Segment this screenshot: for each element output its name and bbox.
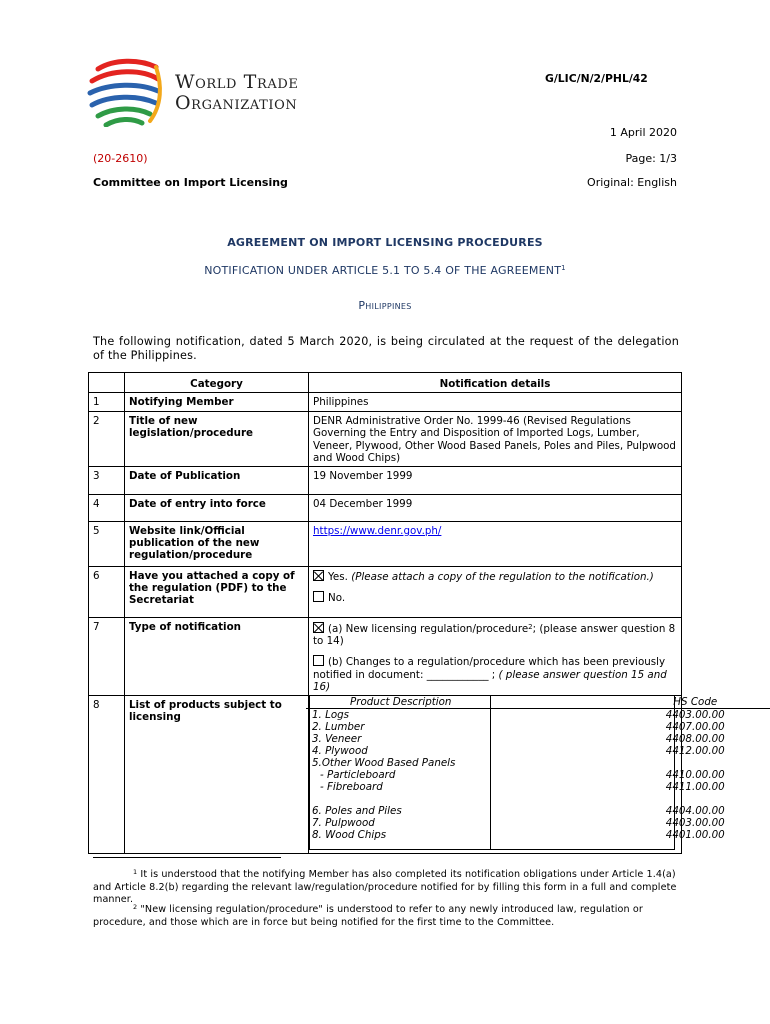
committee-name: Committee on Import Licensing	[93, 176, 288, 189]
table-row: 8 List of products subject to licensing Product Description HS Code 1. Logs 4403.00.00 2. Lumber 4407.00.00 3. Veneer 4408.00.00 4. Plywood 4412.00.00 5.Other Wood Based Panels - Particleboard 4410.00.00 - Fibreboard 4411.00.00 6. Poles and Piles 4404.00.00 7. Pulpwood 4403.00.00 8. Wood Chips 4401.00.00	[89, 696, 682, 854]
table-row: 7 Type of notification (a) New licensing regulation/procedure$^2$; (please answer question 8 to 14) (b) Changes to a regulation/procedure which has been previously notified in document: ____________ ; ( please answer question 15 and 16)	[89, 618, 682, 696]
footnote-ref-2: 2	[528, 623, 533, 632]
column-header-category: Category	[125, 373, 309, 393]
footnote-separator	[93, 857, 281, 858]
product-row: - Fibreboard 4411.00.00	[306, 781, 770, 793]
footnote-ref-1: 1	[561, 264, 566, 272]
product-row: 5.Other Wood Based Panels	[306, 757, 770, 769]
column-header-details: Notification details	[309, 373, 682, 393]
product-row: 6. Poles and Piles 4404.00.00	[306, 805, 770, 817]
product-row: 1. Logs 4403.00.00	[306, 709, 770, 722]
product-row: 7. Pulpwood 4403.00.00	[306, 817, 770, 829]
option-b: (b) Changes to a regulation/procedure which has been previously notified in document: ____________ ; ( please answer question 15 and 16)	[313, 656, 667, 693]
logo-line-1: World Trade	[175, 71, 299, 93]
product-row: 8. Wood Chips 4401.00.00	[306, 829, 770, 841]
document-number: (20-2610)	[93, 152, 148, 165]
table-row: 6 Have you attached a copy of the regulation (PDF) to the Secretariat Yes. (Please attach a copy of the regulation to the notification.) No.	[89, 567, 682, 618]
footnote-2: $^2$ "New licensing regulation/procedure" is understood to refer to any newly introduced law, regulation or procedure, and those which are in force but being notified for the first time to the Committee.	[93, 903, 643, 928]
page-number: Page: 1/3	[625, 152, 677, 165]
unchecked-checkbox-icon[interactable]	[313, 591, 324, 602]
product-row: - Particleboard 4410.00.00	[306, 769, 770, 781]
table-header-row	[89, 373, 682, 393]
table-row: 1 Notifying Member Philippines	[89, 393, 682, 412]
unchecked-checkbox-icon[interactable]	[313, 655, 324, 666]
checked-checkbox-icon[interactable]	[313, 570, 324, 581]
original-language: Original: English	[587, 176, 677, 189]
intro-paragraph: The following notification, dated 5 March 2020, is being circulated at the request of the delegation of the Philippines.	[93, 335, 679, 362]
document-date: 1 April 2020	[609, 126, 677, 139]
country-heading: Philippines	[358, 299, 412, 312]
column-header-hs: HS Code	[490, 696, 770, 709]
option-a: (a) New licensing regulation/procedure$^2$; (please answer question 8 to 14)	[313, 623, 676, 648]
product-row: 2. Lumber 4407.00.00	[306, 721, 770, 733]
notification-table	[88, 372, 725, 848]
product-row: 3. Veneer 4408.00.00	[306, 733, 770, 745]
logo-line-2: Organization	[175, 92, 298, 114]
table-row: 3 Date of Publication 19 November 1999	[89, 467, 682, 495]
website-link[interactable]: https://www.denr.gov.ph/	[313, 525, 442, 538]
wto-emblem-icon	[84, 55, 174, 127]
product-row: 4. Plywood 4412.00.00	[306, 745, 770, 757]
option-no: No.	[313, 591, 677, 604]
table-row: 4 Date of entry into force 04 December 1999	[89, 495, 682, 522]
notification-subtitle: NOTIFICATION UNDER ARTICLE 5.1 TO 5.4 OF THE AGREEMENT$^1$	[204, 264, 566, 277]
table-row: 5 Website link/Official publication of the new regulation/procedure https://www.denr.gov.ph/	[89, 522, 682, 567]
checked-checkbox-icon[interactable]	[313, 622, 324, 633]
document-symbol: G/LIC/N/2/PHL/42	[545, 72, 648, 85]
agreement-title: AGREEMENT ON IMPORT LICENSING PROCEDURES	[227, 236, 543, 249]
footnote-1: $^1$ It is understood that the notifying Member has also completed its notification obligations under Article 1.4(a) and Article 8.2(b) regarding the relevant law/regulation/procedure notified for by filling this form in a full and complete manner.	[93, 868, 677, 905]
products-table	[309, 696, 725, 850]
option-yes: Yes. (Please attach a copy of the regulation to the notification.)	[313, 570, 677, 583]
table-row: 2 Title of new legislation/procedure DENR Administrative Order No. 1999-46 (Revised Regulations Governing the Entry and Disposition of Imported Logs, Lumber, Veneer, Plywood, Other Wood Based Panels, Poles and Piles, Pulpwood and Wood Chips)	[89, 412, 682, 467]
column-header-product: Product Description	[306, 696, 490, 709]
wto-logo	[84, 55, 334, 127]
